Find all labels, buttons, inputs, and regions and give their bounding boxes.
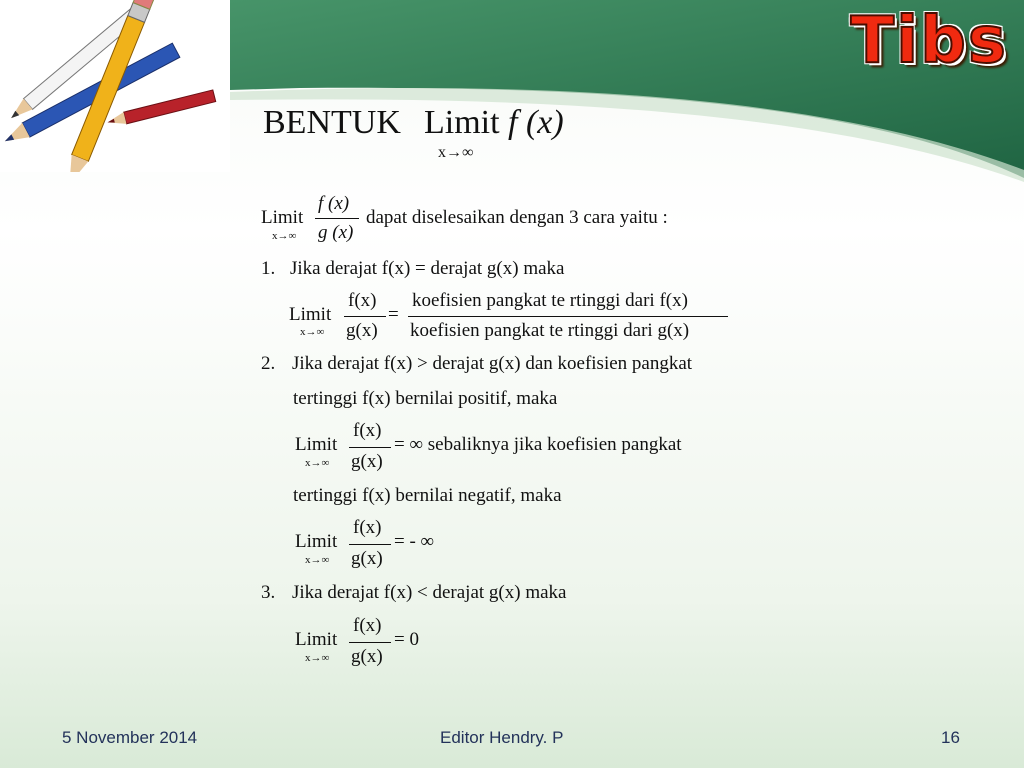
formula1-limit: Limit: [289, 304, 332, 325]
formula2-numerator: f(x): [353, 420, 382, 441]
formula2-denominator: g(x): [351, 451, 383, 472]
item2-text: Jika derajat f(x) > derajat g(x) dan koefisien pangkat: [292, 353, 693, 374]
intro-limit-subscript: x→∞: [272, 230, 297, 242]
title-fx: f (x): [508, 104, 564, 141]
formula4-limit: Limit: [295, 629, 338, 650]
item2b-text: tertinggi f(x) bernilai negatif, maka: [293, 485, 562, 506]
formula3-subscript: x→∞: [305, 554, 330, 566]
pencils-clipart: [0, 0, 230, 172]
formula4-result: = 0: [394, 629, 419, 650]
formula3-result: = - ∞: [394, 531, 435, 552]
formula2-fraction-bar: [349, 447, 391, 448]
formula1-subscript: x→∞: [300, 326, 325, 338]
title-limit: Limit: [424, 104, 500, 141]
formula3-fraction-bar: [349, 544, 391, 545]
formula1-rhs-denominator: koefisien pangkat te rtinggi dari g(x): [410, 320, 690, 341]
intro-limit: Limit: [261, 207, 304, 228]
formula4-subscript: x→∞: [305, 652, 330, 664]
tibs-logo: Tibs: [850, 4, 1008, 78]
item3-number: 3.: [261, 582, 276, 603]
formula4-denominator: g(x): [351, 646, 383, 667]
intro-denominator: g (x): [318, 222, 354, 243]
formula1-rhs-fraction-bar: [408, 316, 728, 317]
formula4-numerator: f(x): [353, 615, 382, 636]
formula1-numerator: f(x): [348, 290, 377, 311]
item2-text-line2: tertinggi f(x) bernilai positif, maka: [293, 388, 558, 409]
pencils-icon: [0, 0, 230, 172]
intro-fraction-bar: [315, 218, 359, 219]
formula1-fraction-bar: [344, 316, 386, 317]
item1-number: 1.: [261, 258, 276, 279]
item1-text: Jika derajat f(x) = derajat g(x) maka: [290, 258, 565, 279]
title-limit-subscript: x→∞: [438, 144, 474, 161]
formula3-denominator: g(x): [351, 548, 383, 569]
item2-number: 2.: [261, 353, 276, 374]
intro-text: dapat diselesaikan dengan 3 cara yaitu :: [366, 207, 668, 228]
formula4-fraction-bar: [349, 642, 391, 643]
formula3-limit: Limit: [295, 531, 338, 552]
item3-text: Jika derajat f(x) < derajat g(x) maka: [292, 582, 567, 603]
footer-page-number: 16: [941, 728, 960, 747]
formula2-subscript: x→∞: [305, 457, 330, 469]
formula2-result: = ∞ sebaliknya jika koefisien pangkat: [394, 434, 682, 455]
formula1-denominator: g(x): [346, 320, 378, 341]
formula1-equals: =: [388, 304, 399, 325]
intro-numerator: f (x): [318, 193, 350, 214]
formula1-rhs-numerator: koefisien pangkat te rtinggi dari f(x): [412, 290, 688, 311]
title-prefix: BENTUK: [263, 104, 401, 141]
formula3-numerator: f(x): [353, 517, 382, 538]
footer-editor: Editor Hendry. P: [440, 728, 564, 747]
formula2-limit: Limit: [295, 434, 338, 455]
footer-date: 5 November 2014: [62, 728, 198, 747]
